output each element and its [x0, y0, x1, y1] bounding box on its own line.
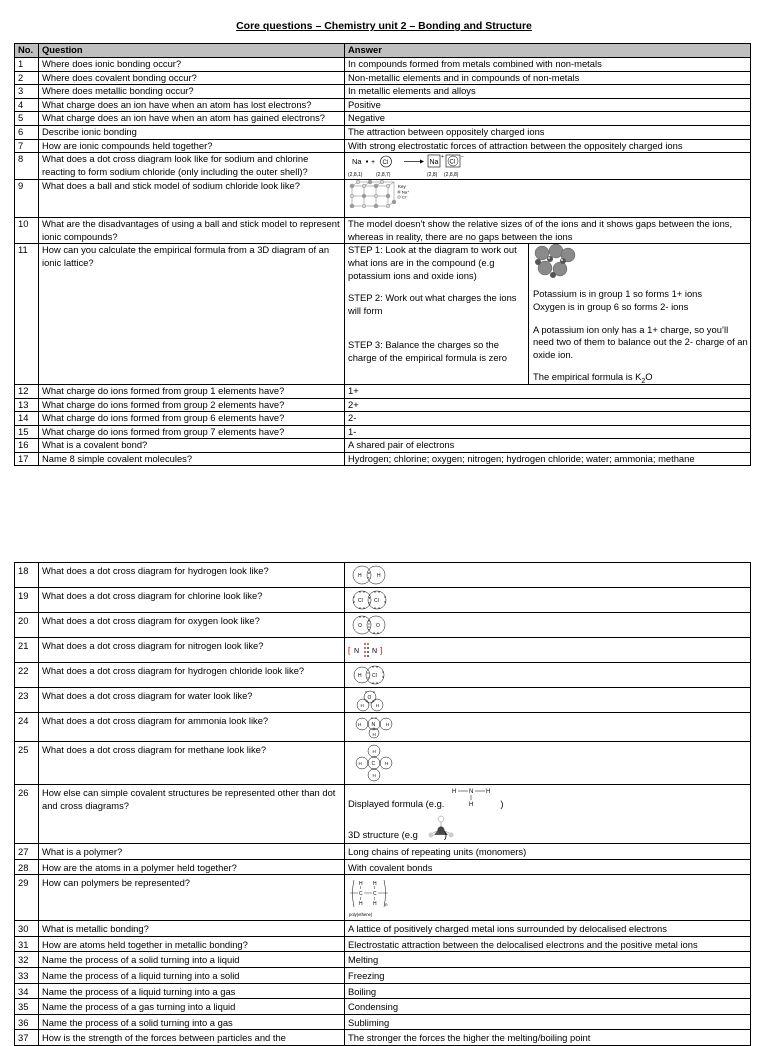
oxygen-dot-cross-diagram [348, 615, 392, 635]
row-number: 2 [15, 71, 39, 85]
question-cell: What does a ball and stick model of sodium chloride look like? [39, 180, 345, 218]
answer-cell: Boiling [345, 983, 751, 999]
answer-cell: Subliming [345, 1014, 751, 1030]
question-cell: What does a dot cross diagram for nitrogen look like? [39, 638, 345, 663]
chloride-ion-label: Cl [449, 159, 456, 166]
question-cell: What are the disadvantages of using a ball and stick model to represent ionic compounds? [39, 218, 345, 244]
question-cell: How are the atoms in a polymer held together? [39, 859, 345, 875]
row-number: 27 [15, 844, 39, 860]
row-number: 10 [15, 218, 39, 244]
row-number: 5 [15, 112, 39, 126]
question-cell: What does a dot cross diagram for chlorine look like? [39, 588, 345, 613]
row-number: 36 [15, 1014, 39, 1030]
hydrogen-atom-label: H [360, 703, 364, 708]
hydrogen-dot-cross-diagram [348, 565, 392, 585]
question-cell: How are atoms held together in metallic bonding? [39, 936, 345, 952]
table-row [15, 98, 751, 112]
question-cell: Name the process of a gas turning into a liquid [39, 999, 345, 1015]
row-number: 32 [15, 952, 39, 968]
answer-cell: With strong electrostatic forces of attraction between the oppositely charged ions [345, 139, 751, 153]
answer-cell [345, 563, 751, 588]
answer-cell: A shared pair of electrons [345, 439, 751, 453]
table-row [15, 785, 751, 844]
table-row [15, 563, 751, 588]
question-cell: What does a dot cross diagram for ammonia look like? [39, 713, 345, 742]
header-no: No. [15, 44, 39, 58]
table-row [15, 844, 751, 860]
nitrogen-atom-label: N [354, 648, 360, 655]
charge-potassium: Potassium is in group 1 so forms 1+ ions [533, 288, 703, 300]
table-row [15, 921, 751, 937]
question-cell: How can polymers be represented? [39, 875, 345, 921]
nitrogen-dot-cross-diagram [348, 640, 392, 660]
row-number: 22 [15, 663, 39, 688]
nitrogen-atom-label: N [371, 722, 376, 728]
3d-structure-text: 3D structure (e.g [348, 829, 418, 840]
table-row [15, 713, 751, 742]
question-cell: Where does covalent bonding occur? [39, 71, 345, 85]
question-cell: How can you calculate the empirical formula from a 3D diagram of an ionic lattice? [39, 244, 345, 385]
table-row [15, 967, 751, 983]
question-cell: Name the process of a solid turning into a gas [39, 1014, 345, 1030]
question-cell: How are ionic compounds held together? [39, 139, 345, 153]
answer-cell: 1- [345, 425, 751, 439]
row-number: 26 [15, 785, 39, 844]
answer-cell: Positive [345, 98, 751, 112]
displayed-formula-end: ) [500, 798, 504, 809]
hydrogen-chloride-dot-cross-diagram [348, 665, 392, 685]
sodium-chloride-dot-cross-diagram [348, 153, 508, 179]
table-row [15, 425, 751, 439]
answer-cell: Freezing [345, 967, 751, 983]
hydrogen-atom-label: H [359, 901, 363, 908]
sodium-chloride-ball-stick-model [348, 180, 412, 214]
questions-table-part-1 [14, 43, 751, 466]
question-cell: What charge do ions formed from group 7 elements have? [39, 425, 345, 439]
svg-text:]: ] [380, 646, 383, 655]
hydrogen-atom-label: H [469, 802, 474, 807]
row-number: 8 [15, 153, 39, 180]
table-row [15, 999, 751, 1015]
question-cell: Describe ionic bonding [39, 125, 345, 139]
answer-cell: 2+ [345, 398, 751, 412]
table-row [15, 859, 751, 875]
question-cell: What charge do ions formed from group 6 elements have? [39, 412, 345, 426]
row-number: 12 [15, 384, 39, 398]
row-number: 9 [15, 180, 39, 218]
chlorine-atom-label: Cl [374, 598, 379, 604]
question-cell: Name the process of a liquid turning into a solid [39, 967, 345, 983]
hydrogen-atom-label: H [376, 703, 380, 708]
row-number: 4 [15, 98, 39, 112]
row-number: 33 [15, 967, 39, 983]
row-number: 18 [15, 563, 39, 588]
chlorine-config: (2,8,7) [376, 172, 391, 179]
ammonia-dot-cross-diagram [348, 715, 400, 739]
question-cell: Name the process of a solid turning into a liquid [39, 952, 345, 968]
table-row [15, 439, 751, 453]
svg-text:×: × [367, 575, 370, 580]
hydrogen-atom-label: H [373, 901, 377, 908]
row-number: 31 [15, 936, 39, 952]
table-row [15, 85, 751, 99]
displayed-formula-text: Displayed formula (e.g. [348, 798, 445, 809]
3d-structure-label [348, 829, 447, 842]
answer-cell [345, 713, 751, 742]
table-row [15, 638, 751, 663]
questions-table-part-2 [14, 562, 751, 1046]
answer-cell: 2- [345, 412, 751, 426]
hydrogen-atom-label: H [359, 881, 363, 888]
carbon-atom-label: C [373, 891, 377, 898]
table-row [15, 875, 751, 921]
row-number: 35 [15, 999, 39, 1015]
svg-text:×: × [367, 675, 370, 680]
answer-cell [345, 875, 751, 921]
model-key-sodium: Na⁺ [402, 189, 410, 195]
answer-cell [345, 785, 751, 844]
question-cell: What does a dot cross diagram for hydrogen chloride look like? [39, 663, 345, 688]
hydrogen-atom-label: H [358, 573, 362, 579]
hydrogen-atom-label: H [452, 789, 457, 795]
step-3: STEP 3: Balance the charges so the charge of the empirical formula is zero [348, 339, 507, 363]
answer-cell [345, 180, 751, 218]
question-cell: What does a dot cross diagram for methane look like? [39, 742, 345, 785]
formula-suffix: O [645, 371, 653, 383]
question-cell: Name the process of a liquid turning into a gas [39, 983, 345, 999]
table-row [15, 936, 751, 952]
answer-cell: Negative [345, 112, 751, 126]
answer-cell: The stronger the forces the higher the melting/boiling point [345, 1030, 751, 1046]
answer-cell: Electrostatic attraction between the delocalised electrons and the positive metal ions [345, 936, 751, 952]
table-row [15, 244, 751, 385]
table-row [15, 218, 751, 244]
table-row [15, 139, 751, 153]
question-cell: What charge do ions formed from group 1 elements have? [39, 384, 345, 398]
row-number: 3 [15, 85, 39, 99]
formula-subscript: 2 [641, 378, 646, 385]
model-key-chloride: Cl⁻ [402, 194, 408, 200]
row-number: 14 [15, 412, 39, 426]
answer-cell: The attraction between oppositely charged ions [345, 125, 751, 139]
chlorine-atom-label: Cl [382, 160, 389, 167]
answer-cell [345, 588, 751, 613]
answer-cell: A lattice of positively charged metal ions surrounded by delocalised electrons [345, 921, 751, 937]
row-number: 15 [15, 425, 39, 439]
empirical-formula-steps [348, 244, 750, 384]
3d-structure-end: ) [443, 829, 447, 840]
row-number: 25 [15, 742, 39, 785]
table-row [15, 125, 751, 139]
svg-text:−: − [461, 154, 464, 161]
row-number: 37 [15, 1030, 39, 1046]
hydrogen-atom-label: H [372, 773, 376, 778]
answer-cell [345, 688, 751, 713]
model-key-label: Key [398, 184, 406, 190]
charge-oxygen: Oxygen is in group 6 so forms 2- ions [533, 300, 689, 312]
question-cell: Name 8 simple covalent molecules? [39, 452, 345, 466]
question-cell: How else can simple covalent structures be represented other than dot and cross diagrams? [39, 785, 345, 844]
step-2: STEP 2: Work out what charges the ions will form [348, 292, 517, 316]
sodium-ion-label: Na [429, 159, 439, 167]
balance-explanation: A potassium ion only has a 1+ charge, so you’ll need two of them to balance out the 2- charge of an oxide ion. [533, 323, 748, 360]
svg-text:×: × [368, 600, 371, 605]
hydrogen-atom-label: H [386, 722, 390, 727]
row-number: 30 [15, 921, 39, 937]
answer-cell [345, 613, 751, 638]
formula-prefix: The empirical formula is K [533, 371, 642, 383]
question-cell: What charge do ions formed from group 2 elements have? [39, 398, 345, 412]
question-cell: What is a covalent bond? [39, 439, 345, 453]
table-row [15, 452, 751, 466]
table-row [15, 112, 751, 126]
sodium-ion-config: (2,8) [427, 172, 438, 179]
water-dot-cross-diagram [348, 690, 392, 712]
question-cell: What charge does an ion have when an atom has lost electrons? [39, 98, 345, 112]
table-row [15, 1014, 751, 1030]
potassium-oxide-lattice-image [533, 244, 577, 280]
table-row [15, 663, 751, 688]
table-row [15, 384, 751, 398]
question-cell: Where does ionic bonding occur? [39, 58, 345, 72]
answer-cell: Non-metallic elements and in compounds of non-metals [345, 71, 751, 85]
nitrogen-atom-label: N [372, 648, 378, 655]
hydrogen-atom-label: H [358, 722, 362, 727]
question-cell: What charge does an ion have when an atom has gained electrons? [39, 112, 345, 126]
methane-dot-cross-diagram [348, 744, 400, 782]
hydrogen-atom-label: H [358, 673, 362, 679]
question-cell: What does a dot cross diagram for oxygen look like? [39, 613, 345, 638]
sodium-config: (2,8,1) [348, 172, 363, 179]
answer-cell: The model doesn’t show the relative sizes of of the ions and it shows gaps between the ions, whereas in reality, there are no gaps between the ions [345, 218, 751, 244]
answer-cell: Long chains of repeating units (monomers) [345, 844, 751, 860]
hydrogen-atom-label: H [377, 573, 381, 579]
hydrogen-atom-label: H [372, 749, 376, 754]
sodium-atom-label: Na [352, 157, 362, 167]
worked-example-column [533, 244, 750, 384]
oxygen-atom-label: O [358, 623, 362, 629]
question-cell: Where does metallic bonding occur? [39, 85, 345, 99]
displayed-formula-label [348, 798, 504, 811]
table-header-row [15, 44, 751, 58]
row-number: 1 [15, 58, 39, 72]
hydrogen-atom-label: H [486, 789, 491, 795]
row-number: 11 [15, 244, 39, 385]
svg-text:+: + [441, 154, 444, 161]
header-answer: Answer [345, 44, 751, 58]
row-number: 7 [15, 139, 39, 153]
header-question: Question [39, 44, 345, 58]
polyethene-repeat-unit-diagram [348, 877, 394, 919]
question-cell: What does a dot cross diagram for hydrogen look like? [39, 563, 345, 588]
table-row [15, 180, 751, 218]
row-number: 20 [15, 613, 39, 638]
row-number: 34 [15, 983, 39, 999]
polymer-label: poly(ethene) [349, 912, 373, 918]
table-row [15, 58, 751, 72]
table-row [15, 613, 751, 638]
answer-cell: With covalent bonds [345, 859, 751, 875]
answer-cell [345, 153, 751, 180]
row-number: 28 [15, 859, 39, 875]
oxygen-atom-label: O [367, 695, 372, 701]
table-row [15, 688, 751, 713]
question-cell: What is a polymer? [39, 844, 345, 860]
table-row [15, 412, 751, 426]
table-row [15, 1030, 751, 1046]
question-cell: What does a dot cross diagram for water look like? [39, 688, 345, 713]
row-number: 13 [15, 398, 39, 412]
hydrogen-atom-label: H [373, 881, 377, 888]
answer-cell [345, 638, 751, 663]
hydrogen-atom-label: H [358, 761, 362, 766]
chlorine-atom-label: Cl [372, 673, 377, 679]
step-1: STEP 1: Look at the diagram to work out what ions are in the compound (e.g potassium ions and oxide ions) [348, 244, 517, 281]
answer-cell: Melting [345, 952, 751, 968]
chlorine-atom-label: Cl [358, 598, 363, 604]
empirical-formula-result [533, 371, 750, 384]
answer-cell [345, 244, 751, 385]
nitrogen-atom-label: N [469, 789, 474, 795]
table-row [15, 71, 751, 85]
row-number: 24 [15, 713, 39, 742]
answer-cell: In compounds formed from metals combined with non-metals [345, 58, 751, 72]
answer-cell [345, 742, 751, 785]
hydrogen-atom-label: H [372, 732, 376, 737]
row-number: 23 [15, 688, 39, 713]
answer-cell: In metallic elements and alloys [345, 85, 751, 99]
hydrogen-atom-label: H [385, 761, 389, 766]
question-cell: What does a dot cross diagram look like for sodium and chlorine reacting to form sodium chloride (only including the outer shell)? [39, 153, 345, 180]
svg-text:n: n [385, 902, 388, 908]
row-number: 21 [15, 638, 39, 663]
answer-cell [345, 663, 751, 688]
page-title: Core questions – Chemistry unit 2 – Bonding and Structure [236, 20, 532, 32]
carbon-atom-label: C [371, 761, 376, 767]
chloride-ion-config: (2,8,8) [444, 172, 459, 179]
answer-cell: 1+ [345, 384, 751, 398]
row-number: 29 [15, 875, 39, 921]
carbon-atom-label: C [359, 891, 363, 898]
table-row [15, 588, 751, 613]
row-number: 16 [15, 439, 39, 453]
oxygen-atom-label: O [376, 623, 380, 629]
table-row [15, 153, 751, 180]
answer-cell: Condensing [345, 999, 751, 1015]
row-number: 19 [15, 588, 39, 613]
steps-column [348, 244, 529, 384]
table-row [15, 398, 751, 412]
svg-text:[: [ [348, 646, 351, 655]
table-row [15, 952, 751, 968]
svg-text:+: + [371, 159, 376, 167]
row-number: 17 [15, 452, 39, 466]
chlorine-dot-cross-diagram [348, 590, 392, 610]
table-row [15, 983, 751, 999]
question-cell: How is the strength of the forces between particles and the [39, 1030, 345, 1046]
question-cell: What is metallic bonding? [39, 921, 345, 937]
row-number: 6 [15, 125, 39, 139]
answer-cell: Hydrogen; chlorine; oxygen; nitrogen; hydrogen chloride; water; ammonia; methane [345, 452, 751, 466]
table-row [15, 742, 751, 785]
